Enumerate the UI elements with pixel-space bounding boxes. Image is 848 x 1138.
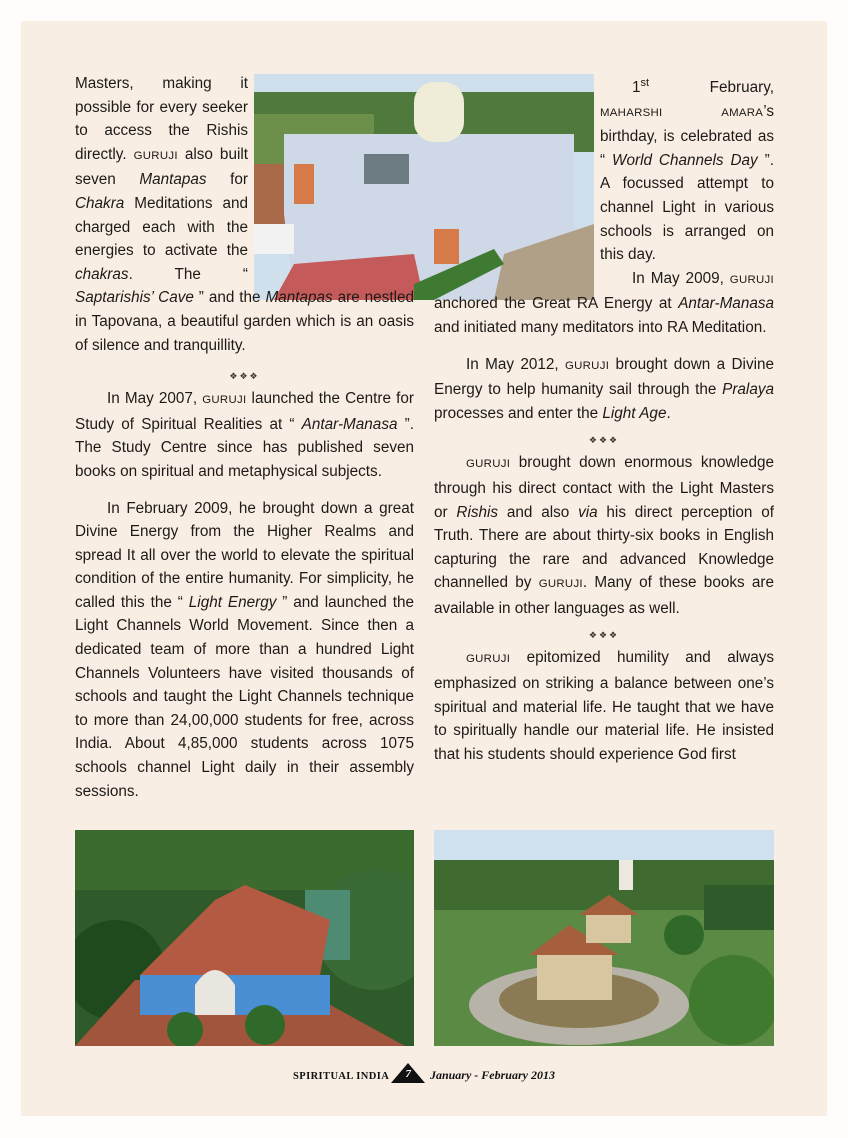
- saptarishis-cave-photo: [75, 830, 414, 1046]
- emphasis-text: Chakra: [75, 194, 125, 212]
- paragraph-masters: Masters, making it possible for every seeker to access the Rishis directly. GURUJI also built seven Mantapas for Chakra Meditations and charged each with the energies to activate the chakras. The “ Saptarishis’ Cave ” and the Mantapas are nestled in Tapovana, a beautiful garden which is an oasis of silence and tranquillity.: [75, 72, 414, 357]
- photo-wrap-spacer: [434, 72, 600, 284]
- emphasis-text: chakras: [75, 265, 129, 283]
- ordinal-suffix: st: [640, 77, 650, 89]
- emphasis-text: Rishis: [456, 503, 499, 521]
- emphasis-text: Pralaya: [722, 381, 774, 399]
- name-smallcaps: GURUJI: [564, 359, 610, 372]
- name-smallcaps: GURUJI: [466, 653, 511, 666]
- paragraph-light-energy: In February 2009, he brought down a great Divine Energy from the Higher Realms and spread It all over the world to elevate the spiritual condition of the entire humanity. For simplicity, he called this the “ Light Energy ” and launched the Light Channels World Movement. Since then a dedicated team of more than a hundred Light Channels Volunteers have visited thousands of schools and taught the Light Channels technique to more than 24,00,000 students for free, across India. About 4,85,000 students across 1075 schools channel Light daily in their assembly sessions.: [75, 499, 414, 800]
- emphasis-text: Antar-Manasa: [301, 415, 398, 433]
- emphasis-text: Saptarishis’ Cave: [75, 289, 194, 307]
- emphasis-text: Light Age: [602, 404, 667, 422]
- magazine-name: SPIRITUAL INDIA: [293, 1071, 390, 1082]
- photo-wrap-spacer: [248, 72, 414, 286]
- page-number: 7: [405, 1068, 411, 1080]
- name-smallcaps: GURUJI: [466, 458, 511, 471]
- paragraph-ra-energy: In May 2009, GURUJI anchored the Great RA Energy at Antar-Manasa and initiated many meditators into RA Meditation.: [434, 269, 774, 336]
- page-footer: [0, 1063, 848, 1083]
- left-column: [75, 72, 414, 803]
- emphasis-text: Mantapas: [139, 171, 207, 189]
- name-smallcaps: GURUJI: [729, 273, 774, 286]
- section-separator: ❖❖❖: [229, 371, 260, 382]
- emphasis-text: World Channels Day: [612, 151, 758, 169]
- issue-date: January - February 2013: [429, 1068, 555, 1082]
- section-separator: ❖❖❖: [588, 630, 620, 641]
- emphasis-text: Antar-Manasa: [678, 295, 774, 313]
- page-number-triangle: [391, 1063, 425, 1083]
- name-smallcaps: GURUJI: [133, 149, 178, 162]
- paragraph-pralaya: In May 2012, GURUJI brought down a Divine Energy to help humanity sail through the Pralaya processes and enter the Light Age.: [434, 355, 775, 422]
- section-separator: ❖❖❖: [588, 435, 620, 446]
- paragraph-antar-manasa: In May 2007, GURUJI launched the Centre for Study of Spiritual Realities at “ Antar-Manasa ”. The Study Centre since has published seven books on spiritual and metaphysical subjects.: [75, 390, 414, 480]
- paragraph-world-channels-day: 1st February, MAHARSHI AMARA’s birthday, is celebrated as “ World Channels Day ”. A focussed attempt to channel Light in various schools is arranged on this day.: [434, 72, 774, 267]
- tapovana-mantapas-garden-photo: [434, 830, 774, 1046]
- paragraph-books: GURUJI brought down enormous knowledge through his direct contact with the Light Masters or Rishis and also via his direct perception of Truth. There are about thirty-six books in English capturing the rare and advanced Knowledge channelled by GURUJI. Many of these books are available in other languages as well.: [434, 454, 775, 617]
- name-smallcaps: MAHARSHI AMARA: [600, 106, 764, 119]
- emphasis-text: Light Energy: [188, 593, 277, 611]
- emphasis-text: via: [578, 503, 598, 521]
- name-smallcaps: GURUJI: [202, 394, 247, 407]
- right-column: [434, 72, 774, 766]
- paragraph-humility: GURUJI epitomized humility and always emphasized on striking a balance between one’s spiritual and material life. He taught that we have to spiritually handle our material life. He insisted that his students should experience God first: [434, 649, 774, 763]
- emphasis-text: Mantapas: [265, 289, 333, 307]
- name-smallcaps: GURUJI: [538, 578, 583, 591]
